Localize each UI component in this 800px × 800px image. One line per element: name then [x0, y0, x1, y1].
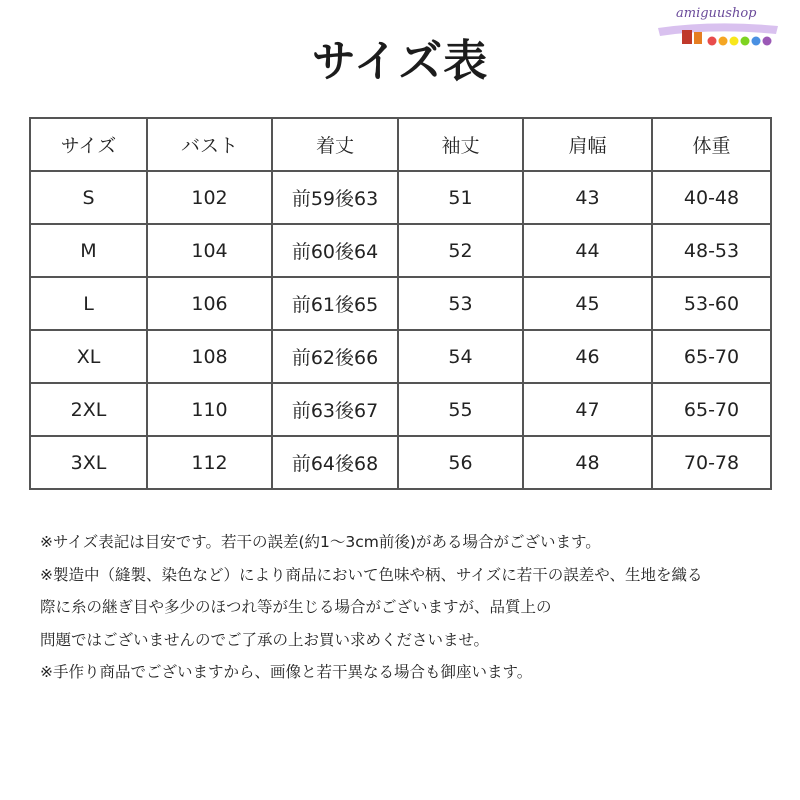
cell-weight: 65-70 — [652, 383, 771, 436]
cell-bust: 106 — [147, 277, 272, 330]
cell-length: 前63後67 — [272, 383, 398, 436]
cell-size: L — [30, 277, 147, 330]
cell-sleeve: 53 — [398, 277, 523, 330]
cell-weight: 65-70 — [652, 330, 771, 383]
cell-sleeve: 56 — [398, 436, 523, 489]
cell-sleeve: 55 — [398, 383, 523, 436]
cell-bust: 110 — [147, 383, 272, 436]
note-line: 問題ではございませんのでご了承の上お買い求めくださいませ。 — [40, 630, 490, 649]
header-length: 着丈 — [272, 118, 398, 171]
table-row — [30, 277, 771, 330]
cell-sleeve: 54 — [398, 330, 523, 383]
cell-bust: 102 — [147, 171, 272, 224]
note-line: ※サイズ表記は目安です。若干の誤差(約1～3cm前後)がある場合がございます。 — [40, 533, 601, 551]
note-line: 際に糸の継ぎ目や多少のほつれ等が生じる場合がございますが、品質上の — [40, 598, 552, 617]
notes — [40, 526, 780, 689]
cell-shoulder: 46 — [523, 330, 652, 383]
cell-length: 前62後66 — [272, 330, 398, 383]
table-row — [30, 436, 771, 489]
table-row — [30, 383, 771, 436]
note-line: ※手作り商品でございますから、画像と若干異なる場合も御座います。 — [40, 663, 533, 682]
size-table — [29, 117, 772, 490]
cell-length: 前59後63 — [272, 171, 398, 224]
cell-shoulder: 43 — [523, 171, 652, 224]
header-sleeve: 袖丈 — [398, 118, 523, 171]
cell-shoulder: 48 — [523, 436, 652, 489]
cell-weight: 53-60 — [652, 277, 771, 330]
header-size: サイズ — [30, 118, 147, 171]
logo-text: amiguushop — [676, 6, 757, 21]
cell-size: S — [30, 171, 147, 224]
table-row — [30, 330, 771, 383]
cell-length: 前64後68 — [272, 436, 398, 489]
table-row — [30, 224, 771, 277]
note-line: ※製造中（縫製、染色など）により商品において色味や柄、サイズに若干の誤差や、生地を織る — [40, 565, 703, 584]
cell-bust: 104 — [147, 224, 272, 277]
table-row — [30, 171, 771, 224]
cell-bust: 108 — [147, 330, 272, 383]
cell-size: 3XL — [30, 436, 147, 489]
header-weight: 体重 — [652, 118, 771, 171]
page-title: サイズ表 — [311, 36, 489, 87]
cell-weight: 70-78 — [652, 436, 771, 489]
cell-weight: 48-53 — [652, 224, 771, 277]
cell-length: 前60後64 — [272, 224, 398, 277]
cell-size: XL — [30, 330, 147, 383]
cell-size: 2XL — [30, 383, 147, 436]
cell-shoulder: 45 — [523, 277, 652, 330]
cell-weight: 40-48 — [652, 171, 771, 224]
cell-sleeve: 51 — [398, 171, 523, 224]
cell-sleeve: 52 — [398, 224, 523, 277]
header-bust: バスト — [147, 118, 272, 171]
cell-size: M — [30, 224, 147, 277]
cell-bust: 112 — [147, 436, 272, 489]
table-header-row — [30, 118, 771, 171]
cell-length: 前61後65 — [272, 277, 398, 330]
cell-shoulder: 47 — [523, 383, 652, 436]
cell-shoulder: 44 — [523, 224, 652, 277]
header-shoulder: 肩幅 — [523, 118, 652, 171]
